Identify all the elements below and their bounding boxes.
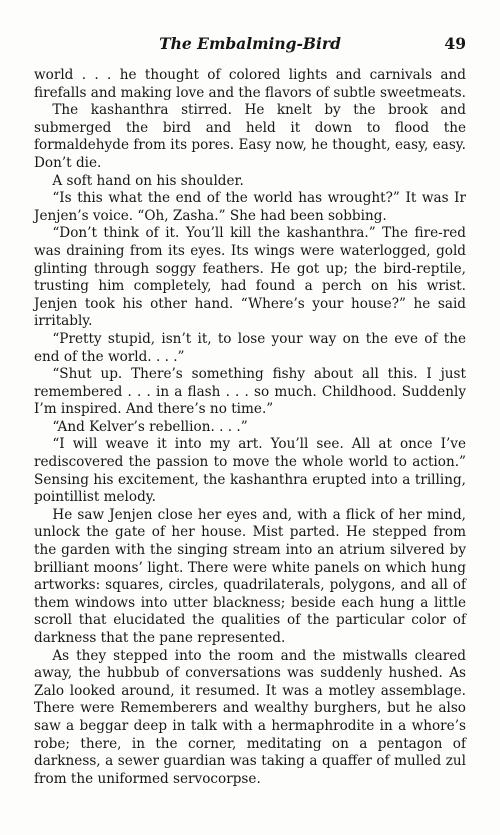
page-number: 49 [444, 34, 466, 53]
paragraph-1: world . . . he thought of colored lights and carnivals and firefalls and making love and the flavors of subtle sweetmeats. [34, 67, 466, 101]
paragraph-3: A soft hand on his shoulder. [52, 172, 244, 189]
paragraph-11: As they stepped into the room and the mistwalls cleared away, the hubbub of conversations was suddenly hushed. As Zalo looked around, it resumed. It was a motley assemblage. There were Rememberers and wealthy burghers, but he also saw a beggar deep in talk with a hermaphrodite in a whore’s robe; there, in the corner, meditating on a pentagon of darkness, a sewer guardian was taking a quaffer of mulled zul from the uniformed servocorpse. [34, 647, 466, 787]
paragraph-9: “I will weave it into my art. You’ll see. All at once I’ve rediscovered the passion to move the whole world to action.” Sensing his excitement, the kashanthra erupted into a trilling, pointillist melody. [34, 436, 466, 506]
paragraph-5: “Don’t think of it. You’ll kill the kashanthra.” The fire-red was draining from its eyes. Its wings were waterlogged, gold glinting through soggy feathers. He got up; the bird-reptile, trusting him completely, had found a perch on his wrist. Jenjen took his other hand. “Where’s your house?” he said irritably. [34, 225, 466, 330]
paragraph-7: “Shut up. There’s something fishy about all this. I just remembered . . . in a flash . . . so much. Childhood. Suddenly I’m inspired. And there’s no time.” [34, 366, 466, 418]
paragraph-2: The kashanthra stirred. He knelt by the brook and submerged the bird and held it down to flood the formaldehyde from its pores. Easy now, he thought, easy, easy. Don’t die. [34, 102, 466, 171]
running-head [34, 34, 466, 54]
paragraph-8: “And Kelver’s rebellion. . . .” [52, 418, 248, 435]
body-text [34, 67, 466, 788]
paragraph-10: He saw Jenjen close her eyes and, with a flick of her mind, unlock the gate of her house. Mist parted. He stepped from the garden with the singing stream into an atrium silvered by brilliant moons’ light. There were white panels on which hung artworks: squares, circles, quadrilaterals, polygons, and all of them windows into utter blackness; beside each hung a little scroll that elucidated the qualities of the particular color of darkness that the pane represented. [34, 506, 466, 646]
paragraph-6: “Pretty stupid, isn’t it, to lose your way on the eve of the end of the world. . . .” [34, 330, 466, 365]
running-title: The Embalming-Bird [159, 34, 341, 53]
paragraph-4: “Is this what the end of the world has wrought?” It was Ir Jenjen’s voice. “Oh, Zasha.” She had been sobbing. [34, 190, 466, 224]
